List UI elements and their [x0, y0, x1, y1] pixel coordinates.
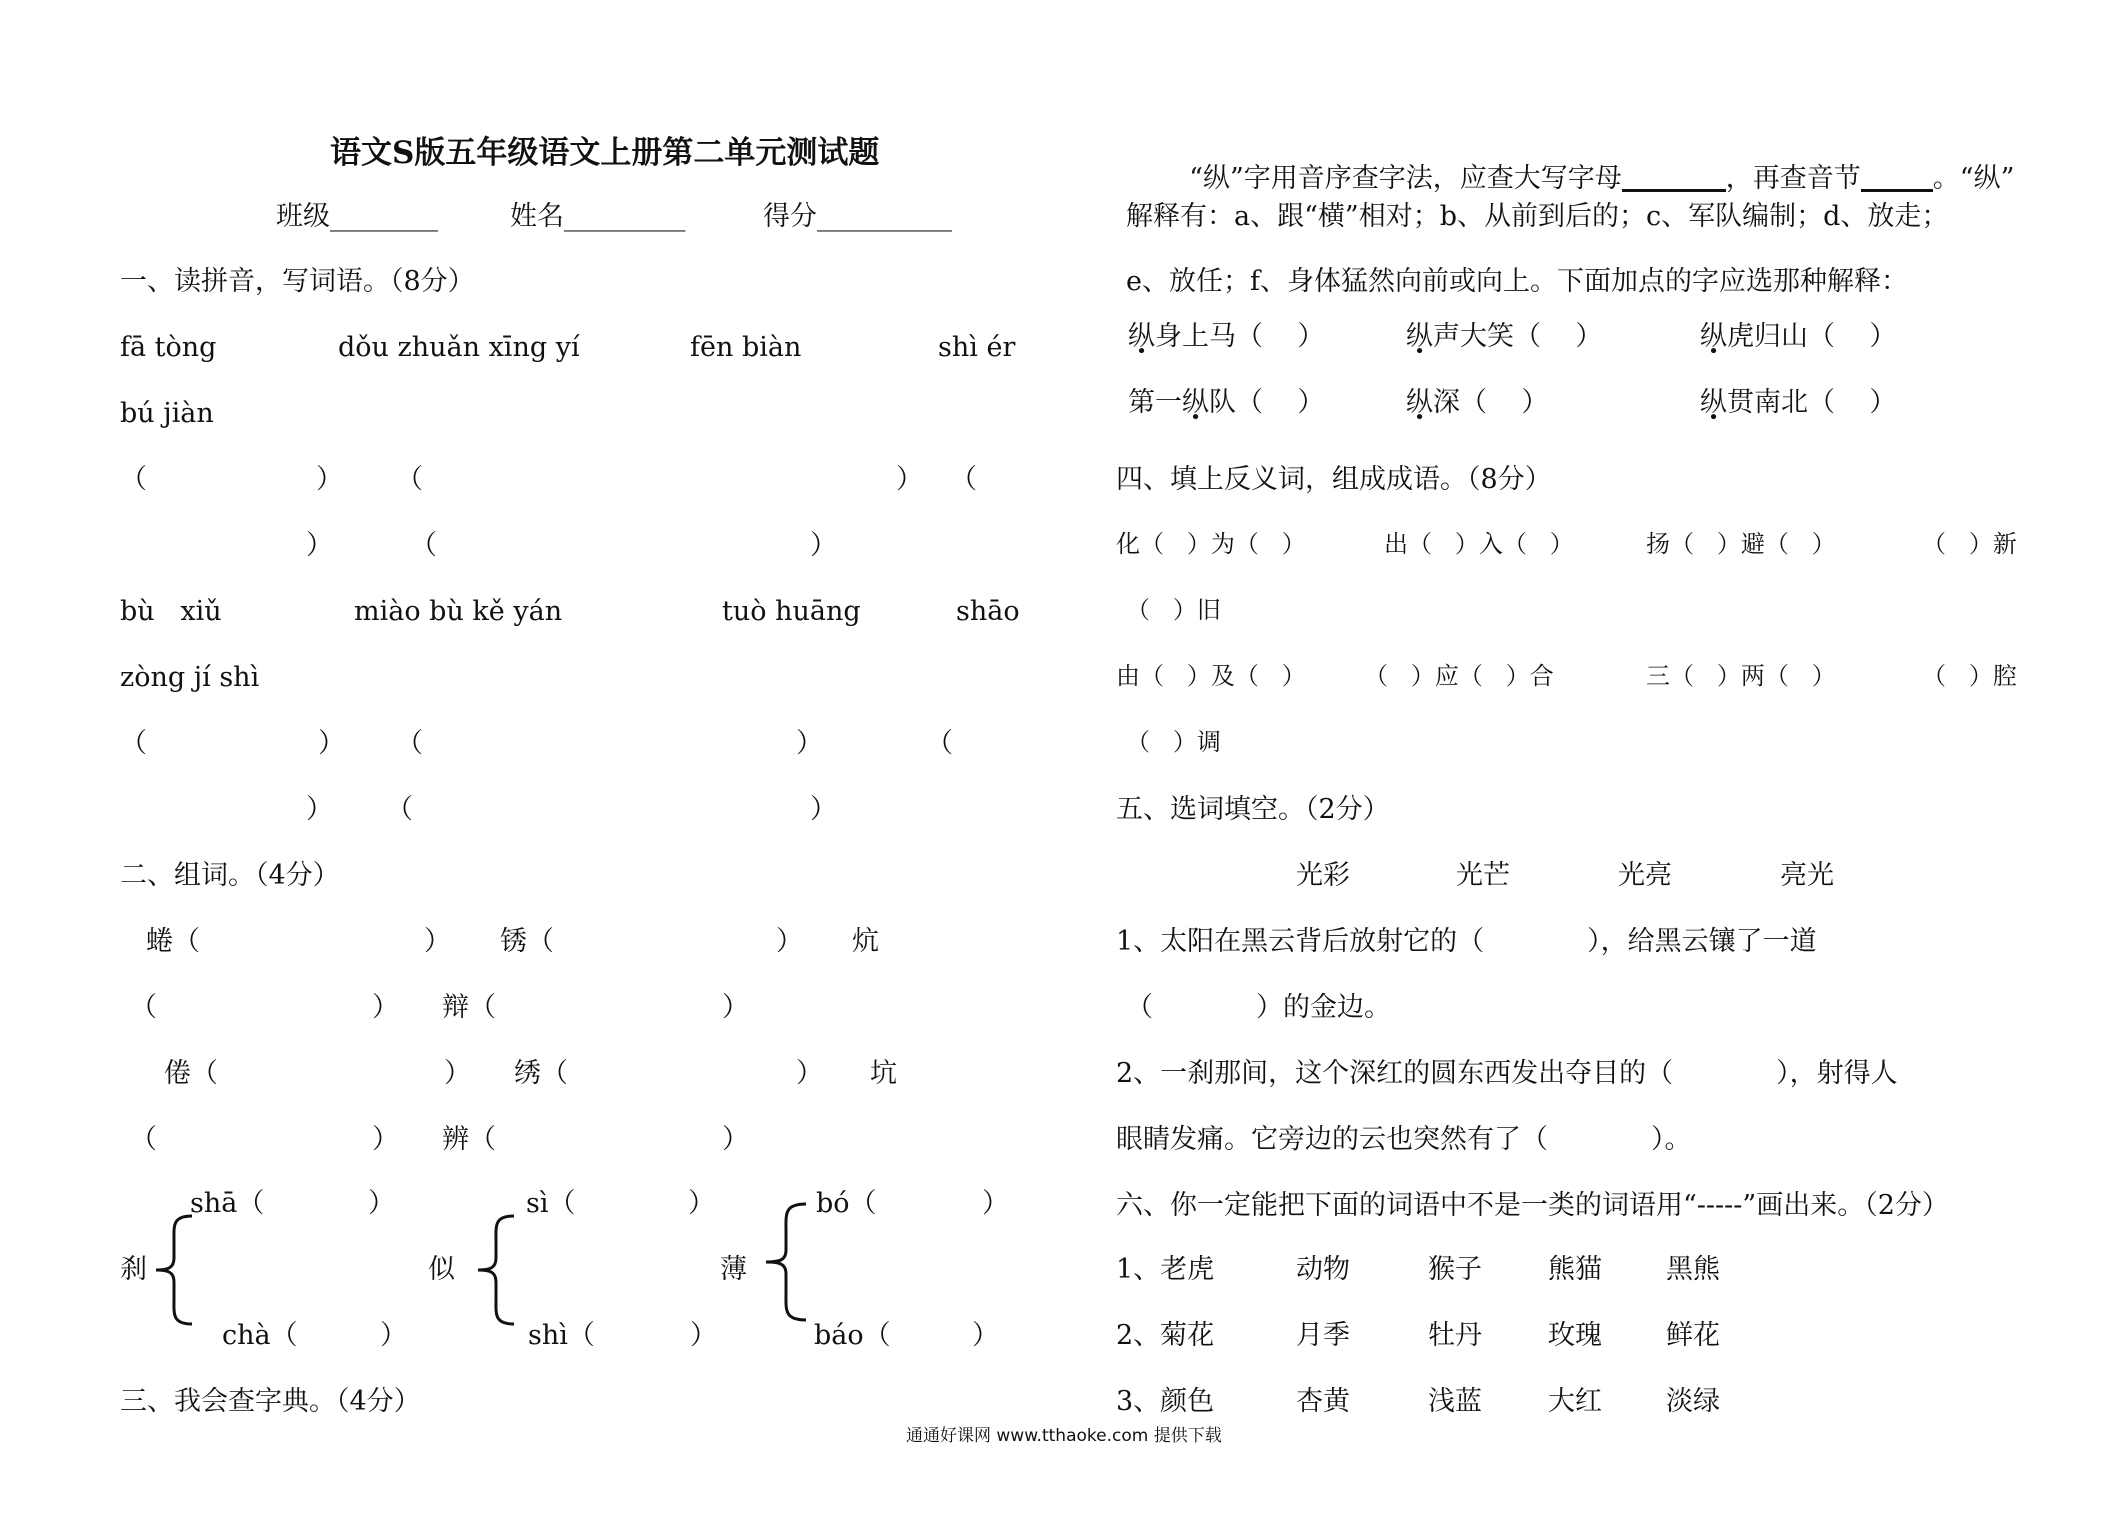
idiom-6[interactable]: （ ）应（ ）合: [1364, 662, 1554, 690]
fill-q1-line2[interactable]: （ ）的金边。: [1126, 992, 1391, 1023]
section-1-heading: 一、读拼音，写词语。（8分）: [120, 266, 475, 297]
list-item[interactable]: 浅蓝: [1428, 1386, 1482, 1417]
word-xiu2[interactable]: 绣（: [514, 1058, 568, 1089]
dotted-char: 纵: [1700, 321, 1727, 352]
section-5-heading: 五、选词填空。（2分）: [1116, 794, 1390, 825]
answer-bracket: ）: [316, 464, 343, 495]
dotted-char: 纵: [1182, 387, 1209, 418]
list-item[interactable]: 淡绿: [1666, 1386, 1720, 1417]
word-juan[interactable]: 蜷（: [146, 926, 200, 957]
pinyin-shao: shāo: [956, 596, 1020, 627]
section-3-heading: 三、我会查字典。（4分）: [120, 1386, 421, 1417]
idiom-8-cont[interactable]: （ ）调: [1126, 728, 1221, 756]
answer-bracket: ）: [318, 728, 345, 759]
item-text: 贯南北（ ）: [1727, 387, 1897, 418]
pinyin-fa-tong: fā tòng: [120, 332, 217, 363]
word-juan2[interactable]: 倦（: [164, 1058, 218, 1089]
answer-bracket[interactable]: （: [396, 728, 423, 759]
pinyin-shi[interactable]: shì（: [528, 1320, 595, 1351]
answer-bracket: ）: [722, 992, 749, 1023]
list-item: 2、菊花: [1116, 1320, 1215, 1351]
answer-bracket: ）: [896, 464, 923, 495]
zong-item-2[interactable]: [1406, 323, 1602, 350]
list-item[interactable]: 大红: [1548, 1386, 1602, 1417]
list-item[interactable]: 月季: [1296, 1320, 1350, 1351]
list-item[interactable]: 熊猫: [1548, 1254, 1602, 1285]
list-item[interactable]: 玫瑰: [1548, 1320, 1602, 1351]
pinyin-tuo-huang: tuò huāng: [722, 596, 861, 627]
zong-item-5[interactable]: [1406, 389, 1548, 416]
answer-bracket: ）: [368, 1188, 395, 1219]
pinyin-cha[interactable]: chà（: [222, 1320, 298, 1351]
char-si: 似: [428, 1254, 455, 1285]
zong-item-4[interactable]: [1128, 389, 1324, 416]
word-bian[interactable]: 辩（: [442, 992, 496, 1023]
idiom-8[interactable]: （ ）腔: [1922, 662, 2017, 690]
pinyin-bu-jian: bú jiàn: [120, 398, 214, 429]
brace-icon: [152, 1212, 202, 1328]
idiom-5[interactable]: 由（ ）及（ ）: [1116, 662, 1306, 690]
answer-bracket: ）: [690, 1320, 717, 1351]
pinyin-miao-bu-ke-yan: miào bù kě yán: [354, 596, 563, 627]
syllable-blank[interactable]: [1861, 165, 1933, 192]
class-field[interactable]: 班级________: [276, 201, 438, 232]
answer-bracket: ）: [380, 1320, 407, 1351]
answer-bracket: ）: [796, 728, 823, 759]
choice-word-2: 光芒: [1456, 860, 1510, 891]
pinyin-bu-xiu: bù xiǔ: [120, 596, 222, 627]
fill-q2-line1[interactable]: 2、一刹那间，这个深红的圆东西发出夺目的（ ），射得人: [1116, 1058, 1898, 1089]
item-text: 虎归山（ ）: [1727, 321, 1897, 352]
answer-bracket[interactable]: （: [950, 464, 977, 495]
idiom-4[interactable]: （ ）新: [1922, 530, 2017, 558]
pinyin-zong-ji-shi: zòng jí shì: [120, 662, 260, 693]
name-field[interactable]: 姓名_________: [510, 201, 686, 232]
item-prefix: 第一: [1128, 387, 1182, 418]
section-2-heading: 二、组词。（4分）: [120, 860, 340, 891]
pinyin-shi-er: shì ér: [938, 332, 1016, 363]
dotted-char: 纵: [1406, 387, 1433, 418]
score-field[interactable]: 得分__________: [763, 201, 952, 232]
q3-line-1: [1172, 138, 2014, 192]
fill-q1-line1[interactable]: 1、太阳在黑云背后放射它的（ ），给黑云镶了一道: [1116, 926, 1817, 957]
q3-text-c: 。“纵”: [1932, 163, 2015, 194]
letter-blank[interactable]: [1622, 165, 1726, 192]
footer-credit: 通通好课网 www.tthaoke.com 提供下载: [906, 1426, 1222, 1446]
answer-bracket[interactable]: （: [130, 992, 157, 1023]
q3-line-2: 解释有：a、跟“横”相对；b、从前到后的；c、军队编制；d、放走；: [1126, 201, 1949, 232]
answer-bracket[interactable]: （: [386, 794, 413, 825]
pinyin-fen-bian: fēn biàn: [690, 332, 802, 363]
choice-word-4: 亮光: [1780, 860, 1834, 891]
answer-bracket: ）: [982, 1188, 1009, 1219]
answer-bracket[interactable]: （: [396, 464, 423, 495]
answer-bracket: ）: [796, 1058, 823, 1089]
pinyin-sha[interactable]: shā（: [190, 1188, 265, 1219]
q3-text-b: ，再查音节: [1725, 163, 1861, 194]
answer-bracket: ）: [722, 1124, 749, 1155]
list-item[interactable]: 猴子: [1428, 1254, 1482, 1285]
idiom-7[interactable]: 三（ ）两（ ）: [1646, 662, 1836, 690]
answer-bracket: ）: [810, 530, 837, 561]
choice-word-3: 光亮: [1618, 860, 1672, 891]
item-text: 声大笑（ ）: [1433, 321, 1603, 352]
pinyin-bo[interactable]: bó（: [816, 1188, 877, 1219]
zong-item-3[interactable]: [1700, 323, 1896, 350]
word-xiu[interactable]: 锈（: [500, 926, 554, 957]
dotted-char: 纵: [1406, 321, 1433, 352]
section-4-heading: 四、填上反义词，组成成语。（8分）: [1116, 464, 1552, 495]
item-text: 身上马（ ）: [1155, 321, 1325, 352]
idiom-3[interactable]: 扬（ ）避（ ）: [1646, 530, 1836, 558]
char-bao: 薄: [720, 1254, 747, 1285]
section-6-heading: 六、你一定能把下面的词语中不是一类的词语用“-----”画出来。（2分）: [1116, 1190, 1949, 1221]
answer-bracket: ）: [306, 794, 333, 825]
answer-bracket[interactable]: （: [120, 728, 147, 759]
word-bian2[interactable]: 辨（: [442, 1124, 496, 1155]
answer-bracket: ）: [306, 530, 333, 561]
list-item: 1、老虎: [1116, 1254, 1215, 1285]
word-keng: 坑: [870, 1058, 897, 1089]
brace-icon: [762, 1200, 812, 1324]
zong-item-1[interactable]: [1128, 323, 1324, 350]
word-kang: 炕: [852, 926, 879, 957]
answer-bracket: ）: [688, 1188, 715, 1219]
pinyin-si[interactable]: sì（: [526, 1188, 576, 1219]
answer-bracket[interactable]: （: [926, 728, 953, 759]
list-item[interactable]: 鲜花: [1666, 1320, 1720, 1351]
answer-bracket[interactable]: （: [410, 530, 437, 561]
dotted-char: 纵: [1128, 321, 1155, 352]
list-item[interactable]: 动物: [1296, 1254, 1350, 1285]
q3-text-a: “纵”字用音序查字法，应查大写字母: [1189, 163, 1622, 194]
pinyin-bao[interactable]: báo（: [814, 1320, 891, 1351]
brace-icon: [474, 1212, 524, 1328]
q3-line-3: e、放任；f、身体猛然向前或向上。下面加点的字应选那种解释：: [1126, 266, 1908, 297]
answer-bracket: ）: [372, 1124, 399, 1155]
item-text: 深（ ）: [1433, 387, 1549, 418]
char-sha: 刹: [120, 1254, 147, 1285]
idiom-2[interactable]: 出（ ）入（ ）: [1384, 530, 1574, 558]
fill-q2-line2[interactable]: 眼睛发痛。它旁边的云也突然有了（ ）。: [1116, 1124, 1692, 1155]
pinyin-dou-zhuan-xing-yi: dǒu zhuǎn xīng yí: [338, 332, 580, 363]
answer-bracket: ）: [372, 992, 399, 1023]
answer-bracket: ）: [776, 926, 803, 957]
answer-bracket[interactable]: （: [120, 464, 147, 495]
idiom-1[interactable]: 化（ ）为（ ）: [1116, 530, 1306, 558]
item-text: 队（ ）: [1209, 387, 1325, 418]
list-item[interactable]: 杏黄: [1296, 1386, 1350, 1417]
answer-bracket: ）: [424, 926, 451, 957]
list-item: 3、颜色: [1116, 1386, 1215, 1417]
idiom-4-cont[interactable]: （ ）旧: [1126, 596, 1221, 624]
dotted-char: 纵: [1700, 387, 1727, 418]
answer-bracket[interactable]: （: [130, 1124, 157, 1155]
answer-bracket: ）: [810, 794, 837, 825]
list-item[interactable]: 黑熊: [1666, 1254, 1720, 1285]
choice-word-1: 光彩: [1296, 860, 1350, 891]
page-title: 语文S版五年级语文上册第二单元测试题: [330, 135, 880, 171]
answer-bracket: ）: [972, 1320, 999, 1351]
answer-bracket: ）: [444, 1058, 471, 1089]
list-item[interactable]: 牡丹: [1428, 1320, 1482, 1351]
zong-item-6[interactable]: [1700, 389, 1896, 416]
